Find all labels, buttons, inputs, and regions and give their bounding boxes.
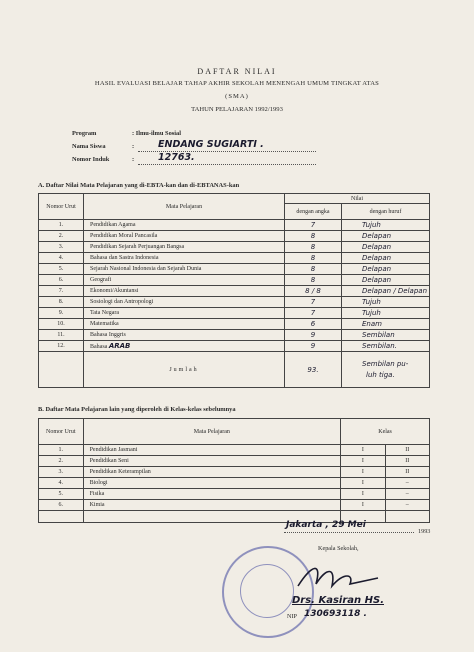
row-subject [84,330,285,341]
b-row-no: 5. [39,489,84,500]
grade-row [39,231,430,242]
row-subject-text: Bahasa dan Sastra Indonesia [90,255,159,261]
row-no: 4. [39,253,84,264]
row-subject-text: Matematika [90,321,119,327]
total-angka: 93. [285,352,342,388]
document-title: DAFTAR NILAI [197,67,277,76]
col-nilai-header: Nilai [285,194,430,204]
b-row-k1: I [341,456,385,467]
row-subject-text: Pendidikan Sejarah Perjuangan Bangsa [90,244,185,250]
signer-name: Drs. Kasiran HS. [292,595,384,606]
b-row-subject: Biologi [83,478,341,489]
row-huruf: Sembilan [342,330,430,341]
previous-subject-row [39,500,430,511]
grade-row [39,286,430,297]
row-no: 7. [39,286,84,297]
row-huruf: Delapan [342,264,430,275]
principal-role: Kepala Sekolah, [318,545,359,552]
row-angka: 8 [285,242,342,253]
row-subject [84,264,285,275]
b-col-kelas-header: Kelas [341,419,430,445]
b-row-subject: Pendidikan Keterampilan [83,467,341,478]
row-angka: 8 / 8 [285,286,342,297]
academic-year: TAHUN PELAJARAN 1992/1993 [191,106,283,113]
b-row-k2: – [385,478,429,489]
b-row-no: 3. [39,467,84,478]
school-stamp-inner [240,564,294,618]
date-dotline [284,532,414,533]
grade-row [39,275,430,286]
grade-row [39,220,430,231]
row-no: 8. [39,297,84,308]
grade-row [39,264,430,275]
b-row-k1: I [341,500,385,511]
row-huruf: Tujuh [342,220,430,231]
row-angka: 7 [285,220,342,231]
row-subject-text: Sejarah Nasional Indonesia dan Sejarah Dunia [90,266,202,272]
row-no: 5. [39,264,84,275]
nis-value: 12763. [158,152,195,163]
section-b-title: B. Daftar Mata Pelajaran lain yang diperoleh di Kelas-kelas sebelumnya [38,406,236,413]
row-huruf: Delapan [342,231,430,242]
principal-signature [292,556,382,596]
b-row-k1: I [341,467,385,478]
b-row-no: 2. [39,456,84,467]
previous-subject-row [39,456,430,467]
row-angka: 8 [285,264,342,275]
nis-label: Nomor Induk [72,156,110,163]
b-row-k1: I [341,445,385,456]
row-subject [84,286,285,297]
row-subject [84,220,285,231]
row-angka: 8 [285,231,342,242]
grade-row [39,341,430,352]
row-no: 12. [39,341,84,352]
grade-row [39,319,430,330]
row-no: 11. [39,330,84,341]
total-huruf-line2: luh tiga. [366,370,395,379]
col-subject-header: Mata Pelajaran [84,194,285,220]
row-subject-text: Bahasa Inggris [90,332,126,338]
row-angka: 9 [285,330,342,341]
b-row-k2: II [385,467,429,478]
nip-label: NIP [287,613,297,620]
nis-colon: : [132,156,135,163]
row-subject [84,275,285,286]
grade-row [39,330,430,341]
nip-value: 130693118 . [304,609,367,619]
row-subject [84,308,285,319]
b-row-subject: Kimia [83,500,341,511]
row-subject-text: Tata Negara [90,310,120,316]
row-subject-text: Pendidikan Moral Pancasila [90,233,158,239]
row-huruf: Enam [342,319,430,330]
previous-subject-row [39,478,430,489]
b-row-subject: Pendidikan Jasmani [83,445,341,456]
row-subject-text: Sosiologi dan Antropologi [90,299,154,305]
b-row-subject: Fisika [83,489,341,500]
b-row-no: 1. [39,445,84,456]
total-label: Jumlah [84,352,285,388]
b-row-k2: – [385,500,429,511]
b-row-no: 6. [39,500,84,511]
b-col-no-header: Nomor Urut [39,419,84,445]
row-huruf: Delapan / Delapan [342,286,430,297]
row-huruf: Sembilan. [342,341,430,352]
program-label: Program [72,130,97,137]
row-huruf: Tujuh [342,308,430,319]
previous-subject-row [39,489,430,500]
row-no: 10. [39,319,84,330]
row-huruf: Delapan [342,242,430,253]
row-angka: 7 [285,308,342,319]
row-subject-text: Pendidikan Agama [90,222,136,228]
name-label: Nama Siswa [72,143,106,150]
row-no: 3. [39,242,84,253]
row-no: 1. [39,220,84,231]
row-angka: 8 [285,253,342,264]
b-row-k2: II [385,445,429,456]
previous-subject-row [39,467,430,478]
row-subject [84,341,285,352]
total-huruf [342,352,430,388]
year: 1993 [418,528,431,535]
col-no-header: Nomor Urut [39,194,84,220]
col-huruf-header: dengan huruf [342,204,430,220]
col-angka-header: dengan angka [285,204,342,220]
name-value: ENDANG SUGIARTI . [158,139,264,150]
document-subtitle: HASIL EVALUASI BELAJAR TAHAP AKHIR SEKOLAH MENENGAH UMUM TINGKAT ATAS [94,80,380,87]
row-subject [84,253,285,264]
row-subject [84,319,285,330]
previous-subject-row [39,445,430,456]
section-a-title: A. Daftar Nilai Mata Pelajaran yang di-EBTA-kan dan di-EBTANAS-kan [38,182,240,189]
total-huruf-line1: Sembilan pu- [362,359,409,368]
name-colon: : [132,143,135,150]
b-row-subject: Pendidikan Seni [83,456,341,467]
row-huruf: Delapan [342,253,430,264]
previous-subjects-table [38,418,430,523]
row-huruf: Delapan [342,275,430,286]
b-row-k2: II [385,456,429,467]
row-subject-text: Ekonomi/Akuntansi [90,288,139,294]
row-no: 9. [39,308,84,319]
b-row-k1: I [341,489,385,500]
grade-row [39,308,430,319]
total-no-cell [39,352,84,388]
b-col-subject-header: Mata Pelajaran [83,419,341,445]
row-no: 6. [39,275,84,286]
grade-row [39,297,430,308]
row-subject [84,242,285,253]
row-no: 2. [39,231,84,242]
row-angka: 9 [285,341,342,352]
row-subject-text: Bahasa [90,344,108,350]
school-level: (SMA) [225,93,249,100]
program-value: : Ilmu-ilmu Sosial [132,130,182,137]
place-date: Jakarta , 29 Mei [286,520,366,530]
b-row-k1: I [341,478,385,489]
row-angka: 7 [285,297,342,308]
grades-table [38,193,430,388]
row-subject [84,231,285,242]
b-row-k2: – [385,489,429,500]
row-huruf: Tujuh [342,297,430,308]
b-row-no: 4. [39,478,84,489]
row-angka: 8 [285,275,342,286]
row-subject [84,297,285,308]
nis-dotline [138,164,316,165]
grade-row [39,242,430,253]
row-subject-text: Geografi [90,277,112,283]
grade-row [39,253,430,264]
subject-extra: ARAB [108,342,131,350]
row-angka: 6 [285,319,342,330]
